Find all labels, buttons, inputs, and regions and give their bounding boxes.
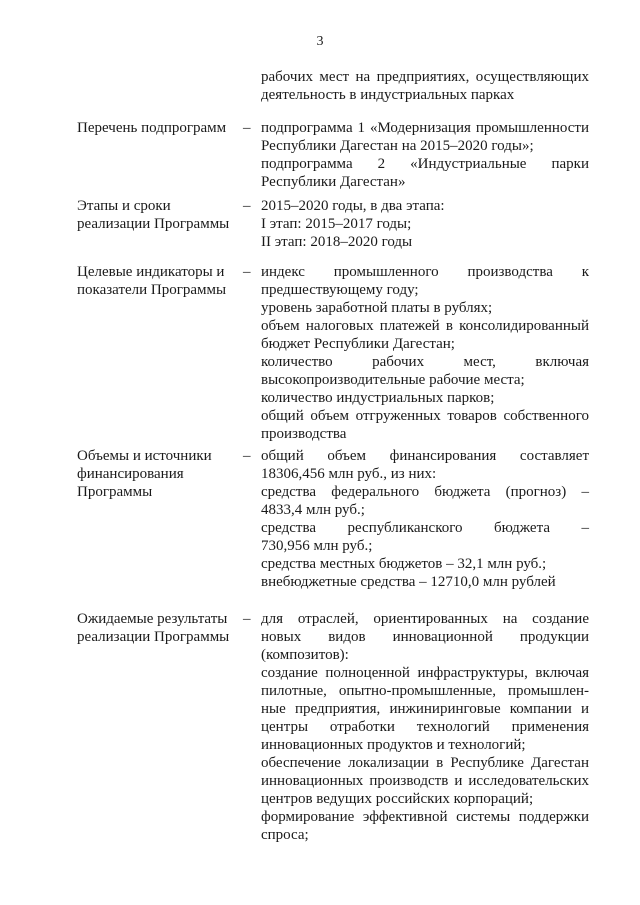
section-value bbox=[261, 447, 589, 591]
value-line: количество рабочих мест, включая bbox=[261, 354, 589, 370]
value-line: II этап: 2018–2020 годы bbox=[261, 234, 413, 250]
value-line: формирование эффективной системы поддержки bbox=[261, 809, 589, 825]
value-line: уровень заработной платы в рублях; bbox=[261, 300, 493, 316]
value-line: ные предприятия, инжиниринговые компании и bbox=[261, 701, 589, 717]
value-line: 4833,4 млн руб.; bbox=[261, 502, 365, 518]
value-line: средства федерального бюджета (прогноз) – bbox=[261, 484, 589, 500]
dash: – bbox=[243, 264, 251, 280]
value-line: инновационных производств и исследовательских bbox=[261, 773, 589, 789]
dash: – bbox=[243, 448, 251, 464]
label-line: Целевые индикаторы и bbox=[77, 264, 225, 280]
dash: – bbox=[243, 198, 251, 214]
value-line: общий объем отгруженных товаров собственного bbox=[261, 408, 589, 424]
value-line: Республики Дагестан на 2015–2020 годы»; bbox=[261, 138, 534, 154]
value-line: пилотные, опытно-промышленные, промышлен- bbox=[261, 683, 589, 699]
value-line: (композитов): bbox=[261, 647, 349, 663]
value-line: 18306,456 млн руб., из них: bbox=[261, 466, 437, 482]
value-line: средства республиканского бюджета – bbox=[261, 520, 589, 536]
dash: – bbox=[243, 120, 251, 136]
value-line: 730,956 млн руб.; bbox=[261, 538, 373, 554]
section-value bbox=[261, 119, 589, 191]
value-line: спроса; bbox=[261, 827, 309, 843]
value-line: Республики Дагестан» bbox=[261, 174, 406, 190]
continuation-text bbox=[261, 68, 589, 104]
section-label bbox=[77, 447, 237, 501]
value-line: индекс промышленного производства к bbox=[261, 264, 589, 280]
value-line: бюджет Республики Дагестан; bbox=[261, 336, 455, 352]
continuation-line: рабочих мест на предприятиях, осуществляющих bbox=[261, 69, 589, 85]
value-line: количество индустриальных парков; bbox=[261, 390, 495, 406]
dash: – bbox=[243, 611, 251, 627]
label-line: показатели Программы bbox=[77, 282, 227, 298]
value-line: I этап: 2015–2017 годы; bbox=[261, 216, 412, 232]
label-line: реализации Программы bbox=[77, 216, 230, 232]
value-line: для отраслей, ориентированных на создание bbox=[261, 611, 589, 627]
value-line: создание полноценной инфраструктуры, включая bbox=[261, 665, 589, 681]
label-line: Ожидаемые результаты bbox=[77, 611, 228, 627]
label-line: Программы bbox=[77, 484, 153, 500]
section-value bbox=[261, 263, 589, 443]
section-label bbox=[77, 197, 237, 233]
section-label bbox=[77, 263, 237, 299]
label-line: Перечень подпрограмм bbox=[77, 120, 227, 136]
value-line: центров ведущих российских корпораций; bbox=[261, 791, 534, 807]
value-line: общий объем финансирования составляет bbox=[261, 448, 589, 464]
label-line: реализации Программы bbox=[77, 629, 230, 645]
label-line: Этапы и сроки bbox=[77, 198, 171, 214]
section-label bbox=[77, 610, 237, 646]
page-number: 3 bbox=[316, 34, 324, 49]
value-line: предшествующему году; bbox=[261, 282, 419, 298]
value-line: высокопроизводительные рабочие места; bbox=[261, 372, 525, 388]
value-line: обеспечение локализации в Республике Дагестан bbox=[261, 755, 589, 771]
continuation-line: деятельность в индустриальных парках bbox=[261, 87, 515, 103]
value-line: производства bbox=[261, 426, 347, 442]
value-line: новых видов инновационной продукции bbox=[261, 629, 589, 645]
value-line: внебюджетные средства – 12710,0 млн рублей bbox=[261, 574, 556, 590]
label-line: Объемы и источники bbox=[77, 448, 212, 464]
value-line: средства местных бюджетов – 32,1 млн руб.; bbox=[261, 556, 547, 572]
section-label bbox=[77, 119, 237, 137]
value-line: подпрограмма 2 «Индустриальные парки bbox=[261, 156, 589, 172]
value-line: подпрограмма 1 «Модернизация промышленности bbox=[261, 120, 589, 136]
value-line: центры отработки технологий применения bbox=[261, 719, 589, 735]
value-line: объем налоговых платежей в консолидированный bbox=[261, 318, 589, 334]
value-line: 2015–2020 годы, в два этапа: bbox=[261, 198, 445, 214]
value-line: инновационных продуктов и технологий; bbox=[261, 737, 526, 753]
label-line: финансирования bbox=[77, 466, 184, 482]
section-value bbox=[261, 197, 589, 251]
section-value bbox=[261, 610, 589, 844]
